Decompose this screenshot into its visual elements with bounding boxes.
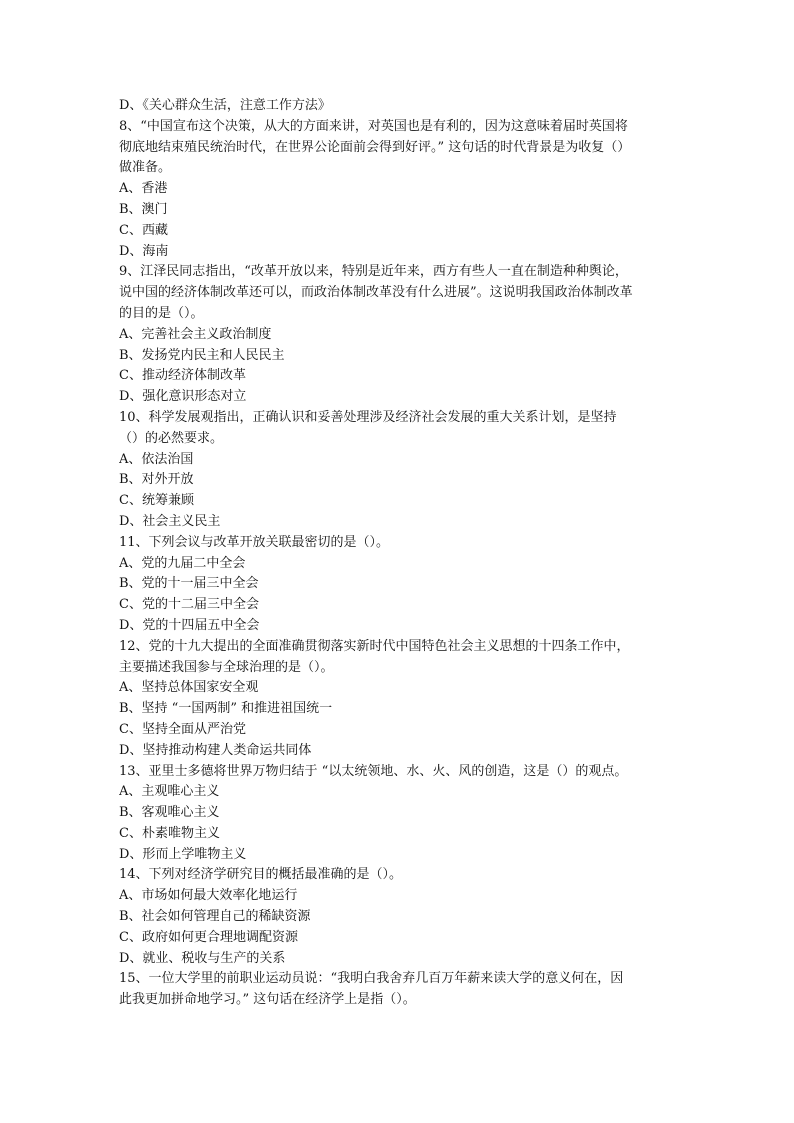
- option-line: A、依法治国: [119, 451, 194, 467]
- question-stem-line: 10、科学发展观指出，正确认识和妥善处理涉及经济社会发展的重大关系计划，是坚持: [119, 409, 617, 425]
- question-stem-line: 12、党的十九大提出的全面准确贯彻落实新时代中国特色社会主义思想的十四条工作中，: [119, 638, 630, 654]
- question-list: [119, 117, 679, 1011]
- option-line: D、社会主义民主: [119, 513, 221, 529]
- option-line: A、完善社会主义政治制度: [119, 326, 272, 342]
- option-line: C、党的十二届三中全会: [119, 597, 259, 613]
- question-stem-line: 9、江泽民同志指出，“改革开放以来，特别是近年来，西方有些人一直在制造种种舆论，: [119, 264, 628, 280]
- option-line: A、主观唯心主义: [119, 784, 220, 800]
- option-line: B、澳门: [119, 201, 168, 217]
- option-line: C、统筹兼顾: [119, 493, 194, 509]
- question-block: [119, 117, 679, 263]
- option-line: D、海南: [119, 243, 169, 259]
- question-stem-line: 8、“中国宣布这个决策，从大的方面来讲，对英国也是有利的，因为这意味着届时英国将: [119, 118, 628, 134]
- option-line: C、西藏: [119, 222, 168, 238]
- question-stem-line: 的目的是（）。: [119, 305, 204, 321]
- question-stem-line: 14、下列对经济学研究目的概括最准确的是（）。: [119, 867, 403, 883]
- option-line: B、党的十一届三中全会: [119, 576, 259, 592]
- option-line: B、社会如何管理自己的稀缺资源: [119, 909, 311, 925]
- option-line: A、党的九届二中全会: [119, 555, 246, 571]
- option-line: D、形而上学唯物主义: [119, 846, 247, 862]
- question-block: [119, 762, 679, 866]
- option-line: A、香港: [119, 181, 168, 197]
- document-body: [119, 96, 679, 1011]
- option-line: D、强化意识形态对立: [119, 389, 247, 405]
- option-line: C、政府如何更合理地调配资源: [119, 929, 298, 945]
- question-block: [119, 865, 679, 969]
- question-stem-line: 做准备。: [119, 160, 172, 176]
- question-stem-line: 11、下列会议与改革开放关联最密切的是（）。: [119, 534, 390, 550]
- option-line: D、《关心群众生活，注意工作方法》: [119, 98, 331, 113]
- option-line: D、党的十四届五中全会: [119, 617, 260, 633]
- question-stem-line: 此我更加拼命地学习。” 这句话在经济学上是指（）。: [119, 992, 416, 1008]
- question-stem-line: （）的必然要求。: [119, 430, 224, 446]
- question-stem-line: 主要描述我国参与全球治理的是（）。: [119, 659, 334, 675]
- option-line: B、坚持 “一国两制” 和推进祖国统一: [119, 701, 333, 717]
- option-line: A、市场如何最大效率化地运行: [119, 888, 298, 904]
- option-line: D、就业、税收与生产的关系: [119, 950, 286, 966]
- option-line: D、坚持推动构建人类命运共同体: [119, 742, 312, 758]
- option-line: C、朴素唯物主义: [119, 825, 220, 841]
- question-stem-line: 13、亚里士多德将世界万物归结于 “以太统领地、水、火、风的创造，这是（）的观点。: [119, 763, 628, 779]
- question-block: [119, 408, 679, 533]
- option-line: B、对外开放: [119, 472, 194, 488]
- option-line: B、客观唯心主义: [119, 805, 220, 821]
- question-block: [119, 969, 679, 1011]
- option-line: A、坚持总体国家安全观: [119, 680, 259, 696]
- question-stem-line: 说中国的经济体制改革还可以，而政治体制改革没有什么进展”。这说明我国政治体制改革: [119, 285, 633, 301]
- question-block: [119, 533, 679, 637]
- option-line: B、发扬党内民主和人民民主: [119, 347, 285, 363]
- question-stem-line: 彻底地结束殖民统治时代，在世界公论面前会得到好评。” 这句话的时代背景是为收复（）: [119, 139, 631, 155]
- question-block: [119, 262, 679, 408]
- question-block: [119, 637, 679, 762]
- option-line: C、推动经济体制改革: [119, 368, 246, 384]
- question-stem-line: 15、一位大学里的前职业运动员说：“我明白我舍弃几百万年薪来读大学的意义何在，因: [119, 971, 624, 987]
- option-line: C、坚持全面从严治党: [119, 721, 246, 737]
